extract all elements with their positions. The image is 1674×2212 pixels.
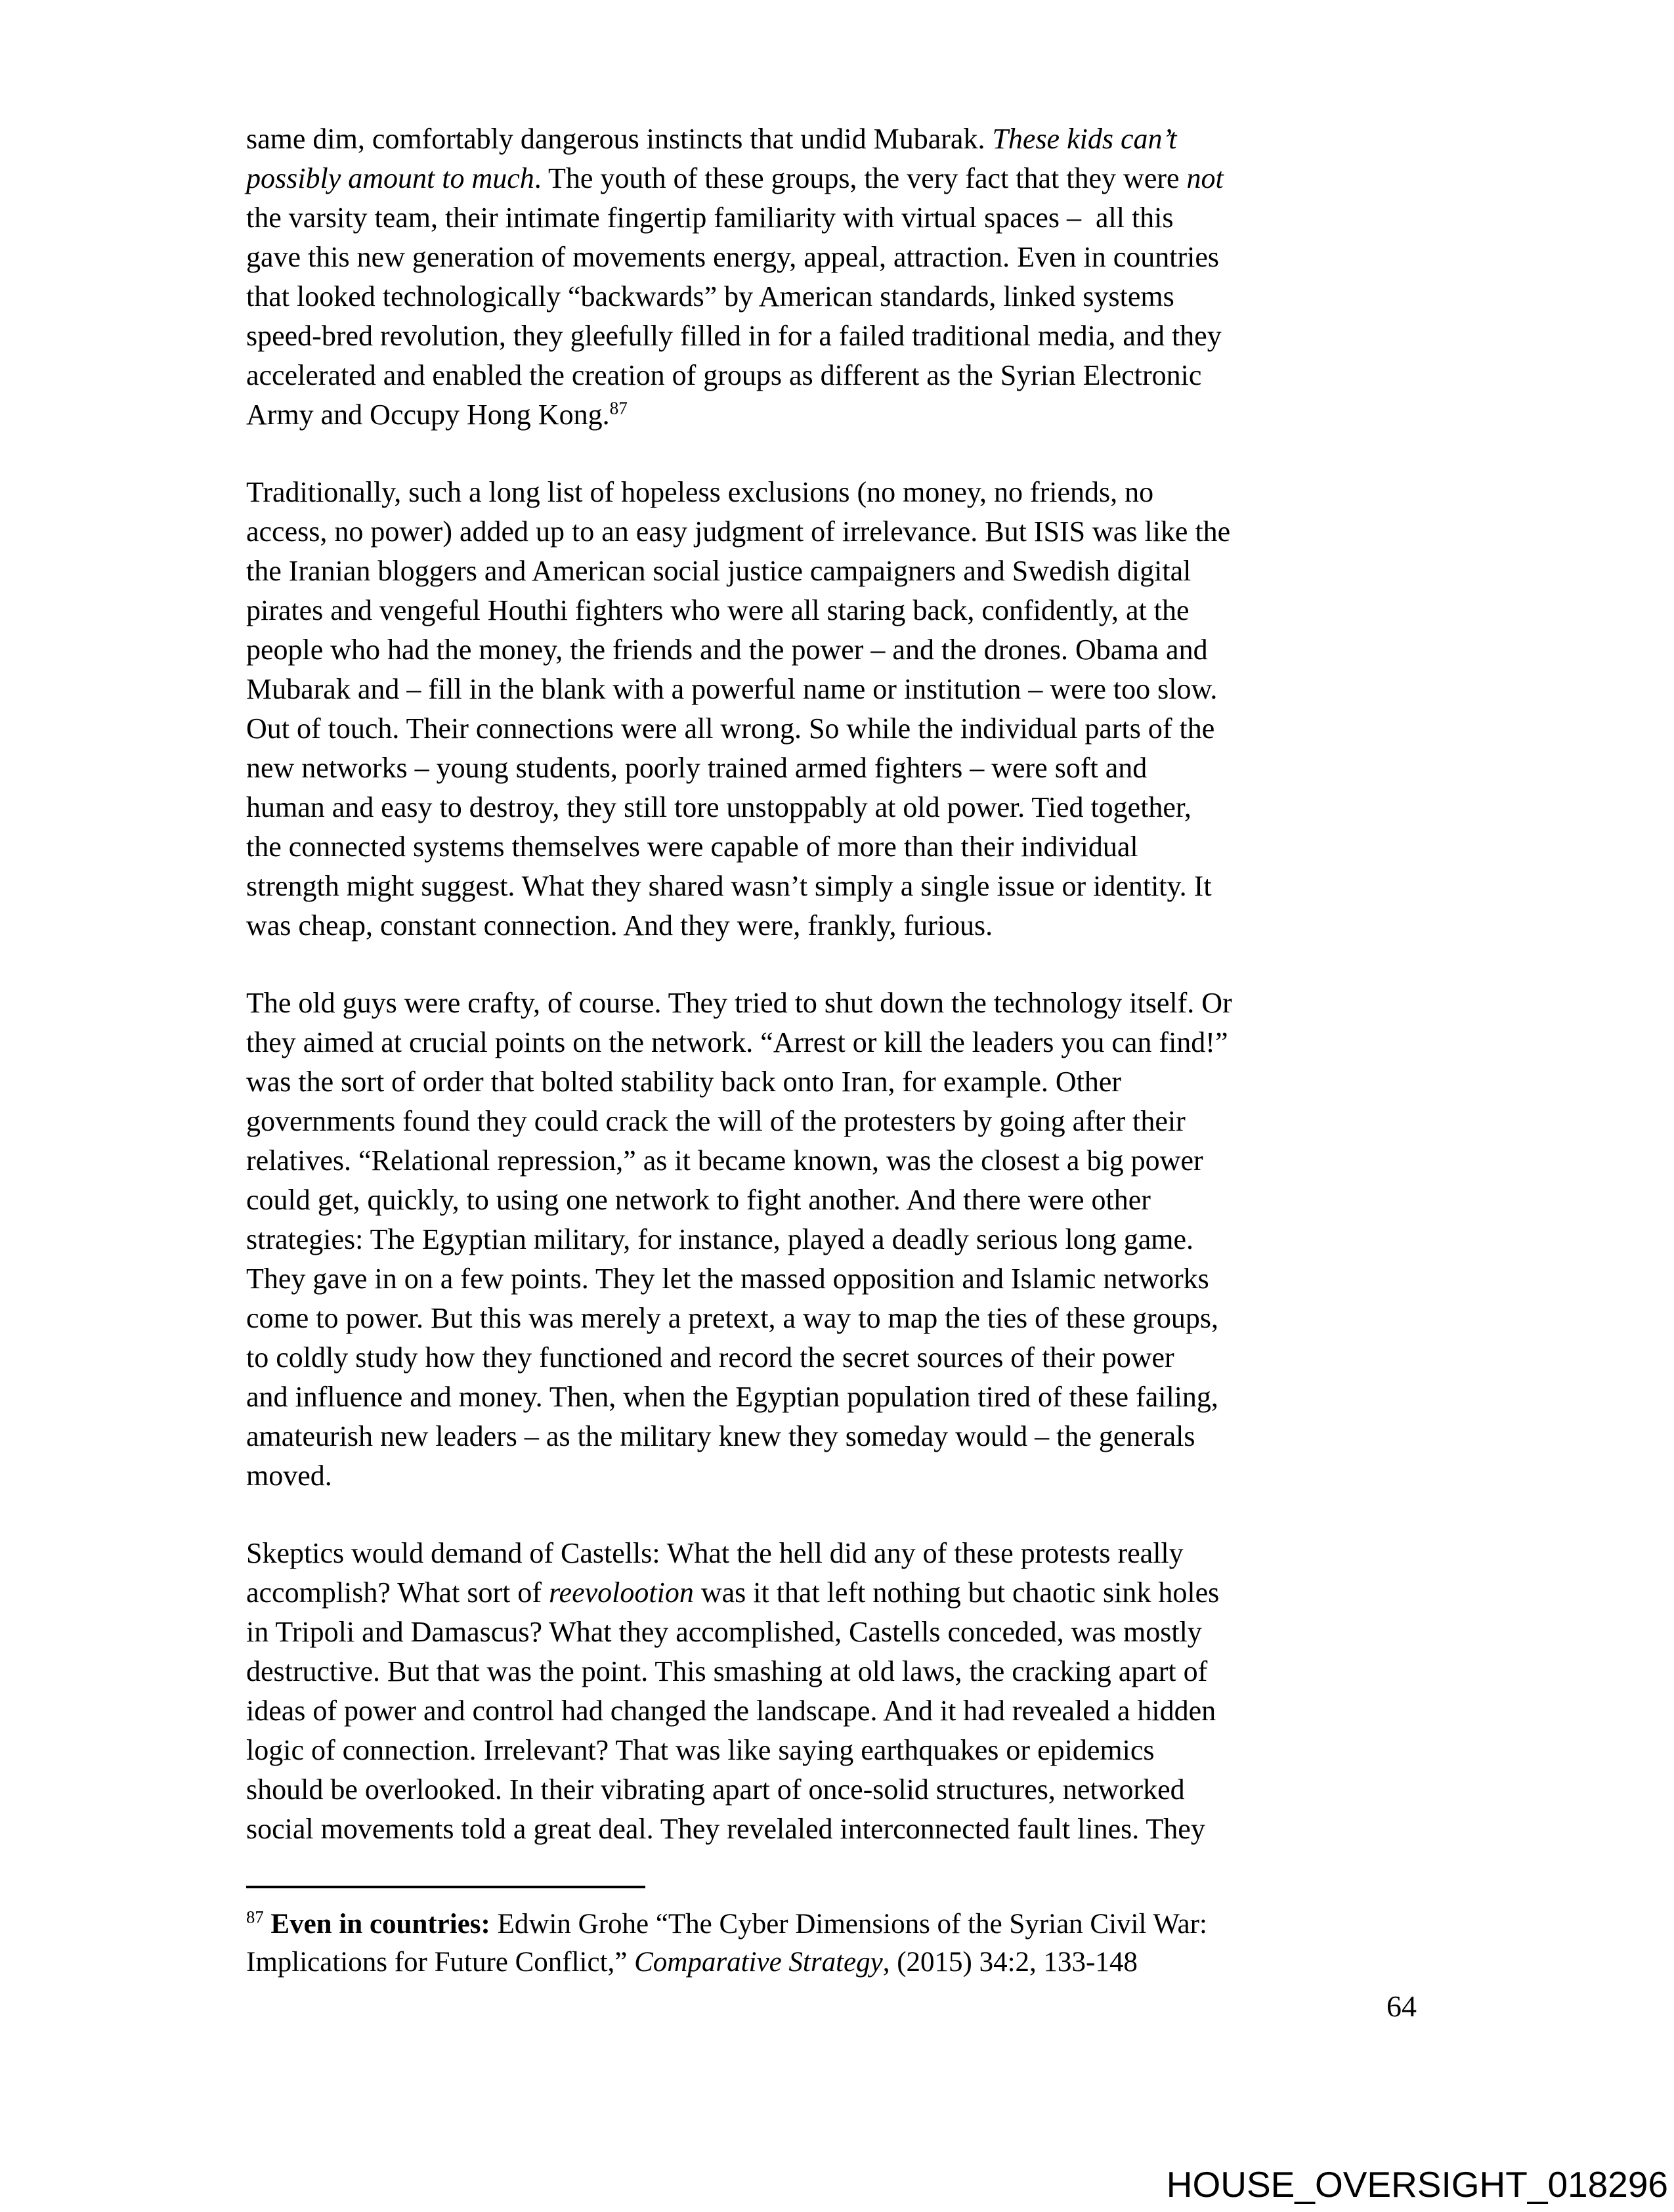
text-line xyxy=(246,1181,1448,1220)
text-run: access, no power) added up to an easy judgment of irrelevance. But ISIS was like the xyxy=(246,515,1231,548)
text-run: social movements told a great deal. They revelaled interconnected fault lines. They xyxy=(246,1813,1205,1845)
text-run: the varsity team, their intimate fingertip familiarity with virtual spaces – all this xyxy=(246,202,1174,234)
text-line xyxy=(246,867,1448,906)
text-line xyxy=(246,1613,1448,1652)
footnote-divider xyxy=(246,1886,645,1888)
text-run: gave this new generation of movements energy, appeal, attraction. Even in countries xyxy=(246,241,1220,273)
text-run: Implications for Future Conflict,” xyxy=(246,1947,635,1978)
text-line xyxy=(246,1102,1448,1141)
text-line xyxy=(246,670,1448,709)
text-run: not xyxy=(1186,162,1224,194)
text-line xyxy=(246,552,1448,591)
text-line xyxy=(246,159,1448,198)
text-line xyxy=(246,1652,1448,1691)
text-run: they aimed at crucial points on the network. “Arrest or kill the leaders you can find!” xyxy=(246,1026,1228,1058)
text-run: These kids can’t xyxy=(992,123,1177,155)
text-run: Out of touch. Their connections were all wrong. So while the individual parts of the xyxy=(246,712,1215,745)
text-run: accelerated and enabled the creation of groups as different as the Syrian Electronic xyxy=(246,359,1202,391)
text-line xyxy=(246,984,1448,1023)
text-run: amateurish new leaders – as the military knew they someday would – the generals xyxy=(246,1420,1195,1452)
text-line xyxy=(246,1731,1448,1770)
text-line xyxy=(246,1338,1448,1377)
text-run: could get, quickly, to using one network to fight another. And there were other xyxy=(246,1184,1151,1216)
text-run: to coldly study how they functioned and record the secret sources of their power xyxy=(246,1341,1174,1374)
text-run: logic of connection. Irrelevant? That was like saying earthquakes or epidemics xyxy=(246,1734,1155,1766)
text-line xyxy=(246,1062,1448,1102)
text-run: was the sort of order that bolted stability back onto Iran, for example. Other xyxy=(246,1066,1122,1098)
text-line xyxy=(246,1299,1448,1338)
paragraph xyxy=(246,984,1448,1496)
footnote xyxy=(246,1905,1448,1982)
text-run: strength might suggest. What they shared wasn’t simply a single issue or identity. It xyxy=(246,870,1212,902)
text-run: Skeptics would demand of Castells: What the hell did any of these protests really xyxy=(246,1537,1184,1569)
text-line xyxy=(246,1770,1448,1810)
text-run: 87 xyxy=(246,1907,264,1927)
text-line xyxy=(246,1456,1448,1496)
text-run: Army and Occupy Hong Kong. xyxy=(246,399,610,431)
text-line xyxy=(246,473,1448,512)
text-line xyxy=(246,1905,1448,1943)
text-line xyxy=(246,1141,1448,1181)
text-line xyxy=(246,1023,1448,1062)
text-line xyxy=(246,1534,1448,1573)
text-run: was cheap, constant connection. And they were, frankly, furious. xyxy=(246,909,993,942)
text-line xyxy=(246,277,1448,316)
text-line xyxy=(246,198,1448,238)
text-run: destructive. But that was the point. This smashing at old laws, the cracking apart of xyxy=(246,1655,1208,1687)
page-number: 64 xyxy=(1386,1989,1417,2023)
text-run: in Tripoli and Damascus? What they accomplished, Castells conceded, was mostly xyxy=(246,1616,1202,1648)
text-line xyxy=(246,119,1448,159)
text-line xyxy=(246,1377,1448,1417)
text-line xyxy=(246,709,1448,748)
body-text xyxy=(246,119,1448,1887)
text-line xyxy=(246,906,1448,945)
text-line xyxy=(246,1259,1448,1299)
text-run: They gave in on a few points. They let the massed opposition and Islamic networks xyxy=(246,1263,1209,1295)
text-run: Edwin Grohe “The Cyber Dimensions of the Syrian Civil War: xyxy=(490,1909,1207,1940)
text-run: moved. xyxy=(246,1460,332,1492)
paragraph xyxy=(246,473,1448,945)
text-run: was it that left nothing but chaotic sink holes xyxy=(693,1576,1220,1609)
text-run: the Iranian bloggers and American social justice campaigners and Swedish digital xyxy=(246,555,1191,587)
text-run: Even in countries: xyxy=(263,1909,490,1940)
text-run: same dim, comfortably dangerous instincts that undid Mubarak. xyxy=(246,123,993,155)
text-run: . The youth of these groups, the very fact that they were xyxy=(534,162,1187,194)
text-line xyxy=(246,630,1448,670)
text-line xyxy=(246,356,1448,395)
paragraph xyxy=(246,119,1448,435)
text-run: 87 xyxy=(609,398,628,418)
text-run: ideas of power and control had changed the landscape. And it had revealed a hidden xyxy=(246,1695,1216,1727)
text-run: The old guys were crafty, of course. They tried to shut down the technology itself. Or xyxy=(246,987,1232,1019)
text-run: pirates and vengeful Houthi fighters who were all staring back, confidently, at the xyxy=(246,594,1190,626)
text-line xyxy=(246,512,1448,552)
text-line xyxy=(246,827,1448,867)
text-run: possibly amount to much xyxy=(246,162,534,194)
text-line xyxy=(246,748,1448,788)
text-line xyxy=(246,395,1448,435)
text-run: governments found they could crack the will of the protesters by going after their xyxy=(246,1105,1186,1137)
text-run: reevolootion xyxy=(549,1576,694,1609)
text-run: speed-bred revolution, they gleefully filled in for a failed traditional media, and they xyxy=(246,320,1222,352)
text-line xyxy=(246,1573,1448,1613)
text-run: come to power. But this was merely a pretext, a way to map the ties of these groups, xyxy=(246,1302,1218,1334)
text-line xyxy=(246,788,1448,827)
text-run: strategies: The Egyptian military, for instance, played a deadly serious long game. xyxy=(246,1223,1194,1255)
text-run: that looked technologically “backwards” by American standards, linked systems xyxy=(246,280,1174,313)
text-run: Comparative Strategy xyxy=(634,1947,883,1978)
text-run: relatives. “Relational repression,” as it became known, was the closest a big power xyxy=(246,1144,1203,1177)
text-run: should be overlooked. In their vibrating apart of once-solid structures, networked xyxy=(246,1773,1185,1806)
text-run: Traditionally, such a long list of hopeless exclusions (no money, no friends, no xyxy=(246,476,1154,508)
text-run: , (2015) 34:2, 133-148 xyxy=(882,1947,1138,1978)
text-line xyxy=(246,316,1448,356)
text-run: the connected systems themselves were capable of more than their individual xyxy=(246,831,1138,863)
text-line xyxy=(246,591,1448,630)
text-line xyxy=(246,1417,1448,1456)
text-run: people who had the money, the friends and the power – and the drones. Obama and xyxy=(246,634,1208,666)
text-run: Mubarak and – fill in the blank with a powerful name or institution – were too slow. xyxy=(246,673,1218,705)
text-run: human and easy to destroy, they still tore unstoppably at old power. Tied together, xyxy=(246,791,1191,823)
text-line xyxy=(246,1810,1448,1849)
text-line xyxy=(246,1943,1448,1982)
text-line xyxy=(246,238,1448,277)
text-run: accomplish? What sort of xyxy=(246,1576,549,1609)
bates-stamp: HOUSE_OVERSIGHT_018296 xyxy=(1166,2164,1668,2205)
text-line xyxy=(246,1220,1448,1259)
paragraph xyxy=(246,1534,1448,1849)
text-run: new networks – young students, poorly trained armed fighters – were soft and xyxy=(246,752,1148,784)
text-line xyxy=(246,1691,1448,1731)
text-run: and influence and money. Then, when the Egyptian population tired of these failing, xyxy=(246,1381,1218,1413)
